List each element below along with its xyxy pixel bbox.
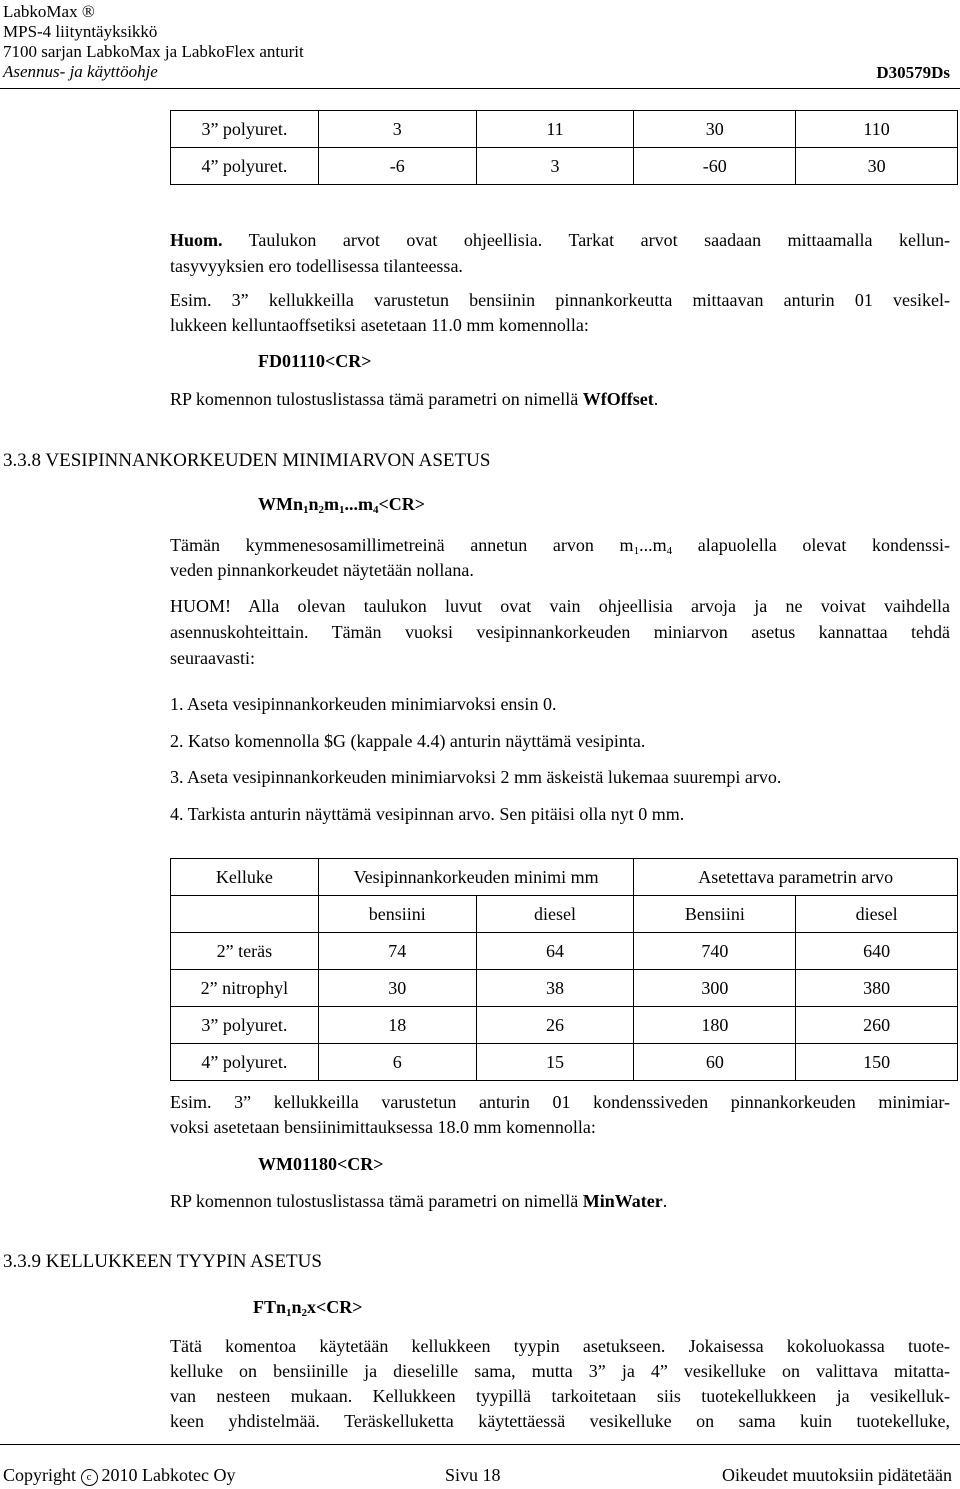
- command-wm-syntax: $WMn_1n_2m_1...m_4<CR>$: [258, 494, 426, 516]
- section-heading-339: 3.3.9 KELLUKKEEN TYYPIN ASETUS: [3, 1251, 322, 1272]
- param-name: MinWater: [582, 1191, 663, 1211]
- table-row: 2” teräs 74 64 740 640: [171, 933, 958, 970]
- table-row: 4” polyuret. 6 15 60 150: [171, 1044, 958, 1081]
- step-item: 1. Aseta vesipinnankorkeuden minimiarvoksi ensin 0.: [170, 694, 557, 714]
- step-item: 2. Katso komennolla $G (kappale 4.4) anturin näyttämä vesipinta.: [170, 731, 646, 751]
- note-line-2: tasyvyyksien ero todellisessa tilanteessa.: [170, 256, 463, 276]
- command-fd: FD01110<CR>: [258, 351, 372, 371]
- desc-line-2: veden pinnankorkeudet näytetään nollana.: [170, 560, 474, 580]
- column-header: Vesipinnankorkeuden minimi mm: [318, 859, 634, 896]
- footer-rights: Oikeudet muutoksiin pidätetään: [722, 1465, 952, 1485]
- column-header: Kelluke: [171, 859, 319, 896]
- huom-line-2: asennuskohteittain. Tämän vuoksi vesipinnankorkeuden miniarvon asetus kannattaa tehdä: [170, 622, 950, 642]
- column-header: Asetettava parametrin arvo: [634, 859, 958, 896]
- registered-mark-icon: ®: [81, 2, 95, 21]
- table-row: 3” polyuret. 18 26 180 260: [171, 1007, 958, 1044]
- float-type-line: kelluke on bensiinille ja dieselille sama, mutta 3” ja 4” vesikelluke on valittava mitatta-: [170, 1361, 950, 1381]
- header-series: 7100 sarjan LabkoMax ja LabkoFlex anturit: [3, 42, 304, 61]
- column-header: bensiini: [318, 896, 476, 933]
- footer-page-number: Sivu 18: [445, 1465, 501, 1485]
- copyright-icon: c: [81, 1469, 98, 1486]
- footer-copyright: Copyright c 2010 Labkotec Oy: [3, 1465, 236, 1485]
- command-ft-syntax: $FTn_1n_2x<CR>$: [253, 1297, 363, 1319]
- note-line-1: Huom. Taulukon arvot ovat ohjeellisia. Tarkat arvot saadaan mittaamalla kellun-: [170, 230, 950, 250]
- column-header: Bensiini: [634, 896, 796, 933]
- header-divider: [0, 88, 960, 89]
- section-heading-338: 3.3.8 VESIPINNANKORKEUDEN MINIMIARVON ASETUS: [3, 450, 491, 471]
- example-line-1: Esim. 3” kellukkeilla varustetun bensiinin pinnankorkeutta mittaavan anturin 01 vesikel-: [170, 290, 950, 310]
- param-name: WfOffset: [582, 389, 654, 409]
- footer-divider: [0, 1444, 960, 1445]
- step-item: 4. Tarkista anturin näyttämä vesipinnan arvo. Sen pitäisi olla nyt 0 mm.: [170, 804, 685, 824]
- example-line-2: lukkeen kelluntaoffsetiksi asetetaan 11.0 mm komennolla:: [170, 315, 589, 335]
- float-type-line: keen yhdistelmää. Teräskelluketta käytettäessä vesikelluke on sama kuin tuotekelluke,: [170, 1411, 950, 1431]
- float-type-line: Tätä komentoa käytetään kellukkeen tyypin asetukseen. Jokaisessa kokoluokassa tuote-: [170, 1336, 950, 1356]
- command-wm: WM01180<CR>: [258, 1154, 384, 1174]
- header-doc-type: Asennus- ja käyttöohje: [3, 62, 158, 81]
- table-row: 4” polyuret. -6 3 -60 30: [171, 148, 958, 185]
- table-subheader-row: [171, 896, 958, 933]
- example2-line-1: Esim. 3” kellukkeilla varustetun anturin 01 kondenssiveden pinnankorkeuden minimiar-: [170, 1092, 950, 1112]
- header-doc-code: D30579Ds: [876, 63, 950, 82]
- column-header: diesel: [796, 896, 958, 933]
- column-header: diesel: [476, 896, 634, 933]
- min-water-table: [170, 858, 958, 1081]
- float-type-line: van nesteen mukaan. Kellukkeen tyypillä tarkoitetaan siis tuotekellukkeen ja vesikelluk-: [170, 1386, 950, 1406]
- header-product: LabkoMax ®: [3, 2, 95, 21]
- huom-line-1: HUOM! Alla olevan taulukon luvut ovat vain ohjeellisia arvoja ja ne voivat vaihdella: [170, 596, 950, 616]
- float-offset-table: [170, 110, 958, 185]
- header-unit: MPS-4 liityntäyksikkö: [3, 22, 158, 41]
- table-row: 2” nitrophyl 30 38 300 380: [171, 970, 958, 1007]
- step-item: 3. Aseta vesipinnankorkeuden minimiarvoksi 2 mm äskeistä lukemaa suurempi arvo.: [170, 767, 782, 787]
- rp-note-2: RP komennon tulostuslistassa tämä parametri on nimellä MinWater.: [170, 1191, 668, 1211]
- table-header-row: [171, 859, 958, 896]
- rp-note: RP komennon tulostuslistassa tämä parametri on nimellä WfOffset.: [170, 389, 659, 409]
- desc-line-1: Tämän kymmenesosamillimetreinä annetun arvon $m_1...m_4$ alapuolella olevat kondenssi-: [170, 535, 951, 557]
- example2-line-2: voksi asetetaan bensiinimittauksessa 18.0 mm komennolla:: [170, 1117, 596, 1137]
- table-row: 3” polyuret. 3 11 30 110: [171, 111, 958, 148]
- huom-line-3: seuraavasti:: [170, 648, 255, 668]
